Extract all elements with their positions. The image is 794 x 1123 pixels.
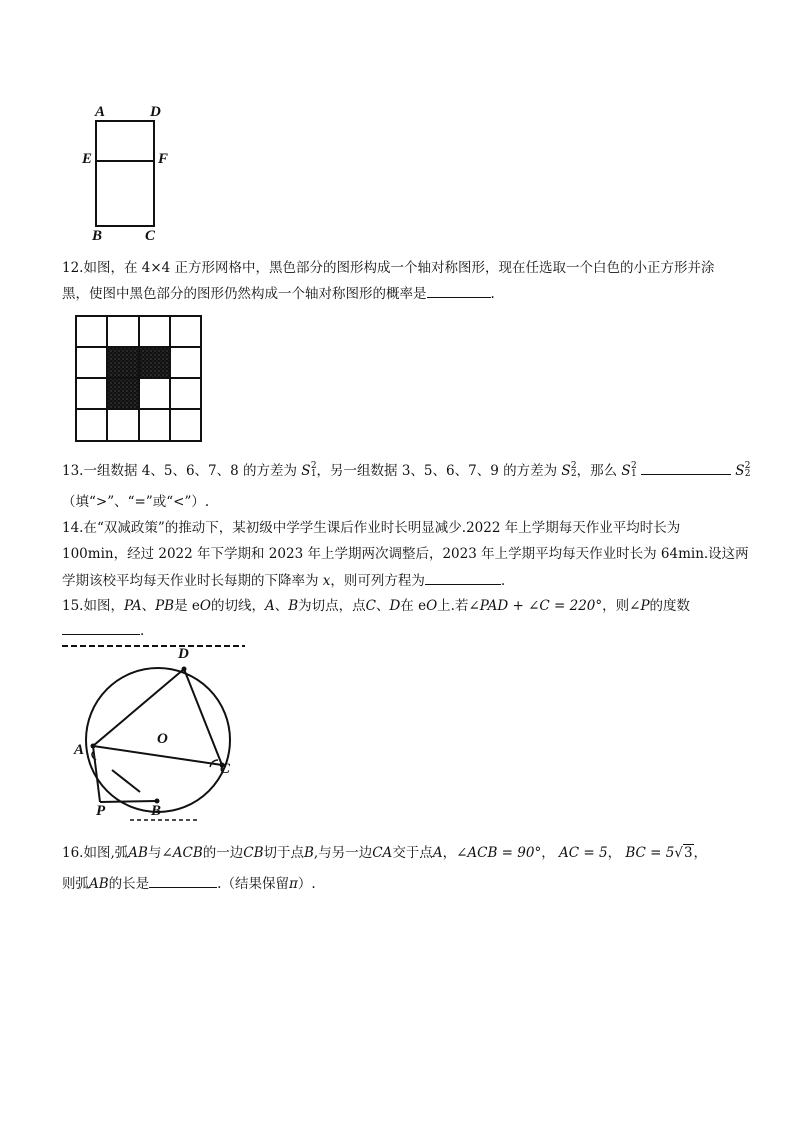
grid-figure xyxy=(70,310,210,446)
label-P: P xyxy=(96,803,106,819)
label-B: B xyxy=(151,803,162,819)
q14-answer-blank[interactable] xyxy=(425,570,501,585)
s1-squared-compare: S 2 1 xyxy=(621,461,637,479)
label-E: E xyxy=(82,151,93,167)
label-D: D xyxy=(150,104,161,120)
q12-line2: 黑，使图中黑色部分的图形仍然构成一个轴对称图形的概率是 . xyxy=(62,283,495,304)
s1-squared: S 2 1 xyxy=(301,461,317,479)
label-A: A xyxy=(95,104,106,120)
q15-answer-blank[interactable] xyxy=(62,620,140,635)
label-F: F xyxy=(158,151,169,167)
q12-text: 黑，使图中黑色部分的图形仍然构成一个轴对称图形的概率是 xyxy=(62,286,427,302)
q14-line1: 14.在“双减政策”的推动下，某初级中学学生课后作业时长明显减少.2022 年上学期每天作业平均时长为 xyxy=(62,520,681,536)
q12-line1: 12.如图，在 4×4 正方形网格中，黑色部分的图形构成一个轴对称图形，现在任选取一个白色的小正方形并涂 xyxy=(62,260,715,276)
q13-line2: （填“>”、“=”或“<”）. xyxy=(62,494,210,510)
q12-answer-blank[interactable] xyxy=(427,283,491,298)
q16-answer-blank[interactable] xyxy=(149,873,217,888)
q14-line2: 100min，经过 2022 年下学期和 2023 年上学期两次调整后，2023 年上学期平均每天作业时长为 64min.设这两 xyxy=(62,546,749,562)
label-C: C xyxy=(220,761,231,777)
q13-text-1: 13.一组数据 4、5、6、7、8 的方差为 xyxy=(62,463,297,479)
label-C: C xyxy=(145,228,156,244)
q13-line1 xyxy=(62,460,751,481)
s2-squared: S 2 2 xyxy=(561,461,577,479)
q13-answer-blank[interactable] xyxy=(641,460,731,475)
q13-text-3: ，那么 xyxy=(576,463,618,479)
s2-squared-compare: S 2 2 xyxy=(735,461,751,479)
q15-line2: . xyxy=(62,620,144,641)
label-D: D xyxy=(178,646,189,662)
label-B: B xyxy=(92,228,103,244)
q16-line1: 16.如图,弧AB与∠ACB的一边CB切于点B,与另一边CA交于点A，∠ACB = 90°， AC = 5， BC = 5√3， xyxy=(62,845,708,861)
label-A: A xyxy=(74,742,85,758)
q13-text-2: ，另一组数据 3、5、6、7、9 的方差为 xyxy=(316,463,558,479)
q15-line1: 15.如图，PA、PB是 eO的切线，A、B为切点，点C、D在 eO上.若∠PAD + ∠C = 220°，则∠P的度数 xyxy=(62,598,691,614)
label-O: O xyxy=(157,731,168,747)
q16-line2: 则弧AB的长是 .（结果保留π）. xyxy=(62,873,316,894)
q14-line3: 学期该校平均每天作业时长每期的下降率为 x，则可列方程为 . xyxy=(62,570,505,591)
